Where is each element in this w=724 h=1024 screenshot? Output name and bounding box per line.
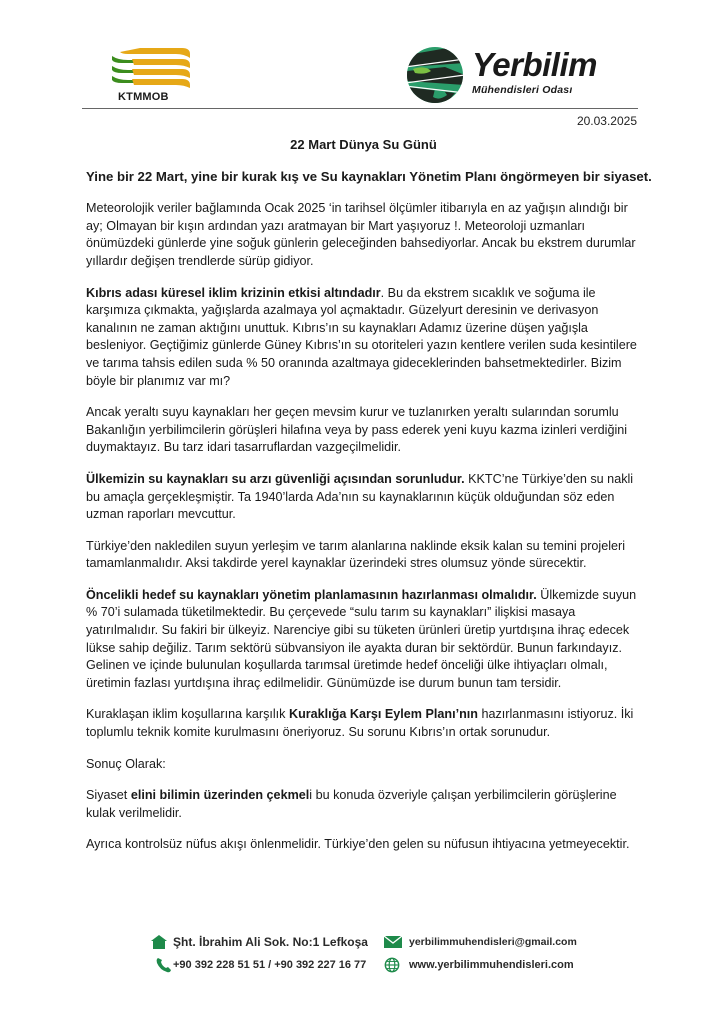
bold-phrase: Ülkemizin su kaynakları su arzı güvenliği açısından sorunludur. xyxy=(86,471,465,486)
paragraph: Ancak yeraltı suyu kaynakları her geçen mevsim kurur ve tuzlanırken yeraltı sularından sorumlu Bakanlığın yerbilimcilerin görüşleri hilafına veya by pass ederek yeni kuyu kazma izinleri verdiğini duymaktayız. Bu tarz idari tasarruflardan vazgeçilmelidir. xyxy=(86,405,628,455)
address-text: Şht. İbrahim Ali Sok. No:1 Lefkoşa xyxy=(173,935,368,949)
document-subtitle: Yine bir 22 Mart, yine bir kurak kış ve Su kaynakları Yönetim Planı öngörmeyen bir siyaset. xyxy=(86,168,652,184)
ktmmob-logo-text: KTMMOB xyxy=(118,91,169,103)
header-divider xyxy=(82,108,638,109)
bold-phrase: Öncelikli hedef su kaynakları yönetim planlamasının hazırlanması olmalıdır. xyxy=(86,587,537,602)
globe-icon xyxy=(383,957,401,973)
bold-phrase: Kıbrıs adası küresel iklim krizinin etkisi altındadır xyxy=(86,285,381,300)
document-body xyxy=(86,136,652,868)
contact-footer xyxy=(0,930,724,980)
home-icon xyxy=(150,934,168,950)
paragraph: Kıbrıs adası küresel iklim krizinin etkisi altındadır. Bu da ekstrem sıcaklık ve soğuma ile karşımıza çıkmakta, yağışlarda azalmaya yol açmaktadır. Güzelyurt deresinin ve derivasyon kanalının ne zaman aktığını unuttuk. Kıbrıs’ın su kaynakları Adamız üzerine düşen yağışla besleniyor. Geçtiğimiz günlerde Güney Kıbrıs’ın su otoriteleri yazın kentlere verilen suda kesintilere ve tarıma tahsis edilen suda % 50 oranında azaltmaya gideceklerinden bahsetmektedirler. Bizim böyle bir planımız var mı? xyxy=(86,285,637,388)
globe-logo-icon xyxy=(405,45,465,105)
paragraph: Türkiye’den nakledilen suyun yerleşim ve tarım alanlarına naklinde eksik kalan su temini projeleri tamamlanmalıdır. Aksi takdirde yerel kaynaklar üzerindeki stres olumsuz yönde sürecektir. xyxy=(86,538,625,571)
paragraph: Ülkemizin su kaynakları su arzı güvenliği açısından sorunludur. KKTC’ne Türkiye’den su nakli bu amaçla gerçekleşmiştir. Ta 1940’larda Ada’nın su kaynaklarının küçük olduğundan söz eden uzman raporları mevcuttur. xyxy=(86,471,634,522)
document-title: 22 Mart Dünya Su Günü xyxy=(290,137,437,152)
envelope-icon xyxy=(383,934,403,950)
phone-icon xyxy=(155,957,173,973)
yerbilim-logo-subtitle: Mühendisleri Odası xyxy=(472,84,573,96)
letterhead xyxy=(0,0,724,128)
website-link[interactable]: www.yerbilimmuhendisleri.com xyxy=(409,959,574,971)
paragraph: Meteorolojik veriler bağlamında Ocak 2025 ‘in tarihsel ölçümler itibarıyla en az yağışın alındığı bir ay; Olmayan bir kışın ardından yazı aratmayan bir Mart yaşıyoruz !. Meteoroloji uzmanları önümüzdeki günlerde yine soğuk günlerin geleceğinden bahsediyorlar. Ancak bu ekstrem durumlar yıllardır değişen trendlerde sürüp gidiyor. xyxy=(86,201,636,268)
paragraph: Öncelikli hedef su kaynakları yönetim planlamasının hazırlanması olmalıdır. Ülkemizde suyun % 70’i sulamada tüketilmektedir. Bu çerçevede “sulu tarım su kaynakları” ilişkisi masaya yatırılmalıdır. Su fakiri bir ülkeyiz. Narenciye gibi su tüketen ürünleri üretip yurtdışına ihraç edecek lükse sahip değiliz. Tarım sektörü sübvansiyon ile ayakta duran bir sektördür. Bunun farkındayız. Gelinen ve içinde bulunulan koşullarda tarımsal üretimde hedef önceliği ülke ihtiyaçları olmalı, üretimin fazlası yurtdışına ihraç edilmelidir. Günümüzde ise durum bunun tam tersidir. xyxy=(86,587,637,690)
paragraph: Siyaset elini bilimin üzerinden çekmeli bu konuda özveriyle çalışan yerbilimcilerin görüşlerine kulak verilmelidir. xyxy=(86,788,617,820)
bold-phrase: Kuraklığa Karşı Eylem Planı’nın xyxy=(288,707,478,722)
paragraph: Ayrıca kontrolsüz nüfus akışı önlenmelidir. Türkiye’den gelen su nüfusun ihtiyacına yetmeyecektir. xyxy=(86,837,630,852)
bold-phrase: elini bilimin üzerinden çekmel xyxy=(130,788,310,803)
phone-numbers: +90 392 228 51 51 / +90 392 227 16 77 xyxy=(173,959,367,971)
email-link[interactable]: yerbilimmuhendisleri@gmail.com xyxy=(409,936,577,948)
paragraph: Kuraklaşan iklim koşullarına karşılık Kuraklığa Karşı Eylem Planı’nın hazırlanmasını istiyoruz. İki toplumlu teknik komite kurulmasını öneriyoruz. Su sorunu Kıbrıs’ın ortak sorunudur. xyxy=(86,707,634,740)
document-date: 20.03.2025 xyxy=(576,114,637,128)
paragraph: Sonuç Olarak: xyxy=(86,756,166,771)
yerbilim-logo-title: Yerbilim xyxy=(472,46,597,83)
